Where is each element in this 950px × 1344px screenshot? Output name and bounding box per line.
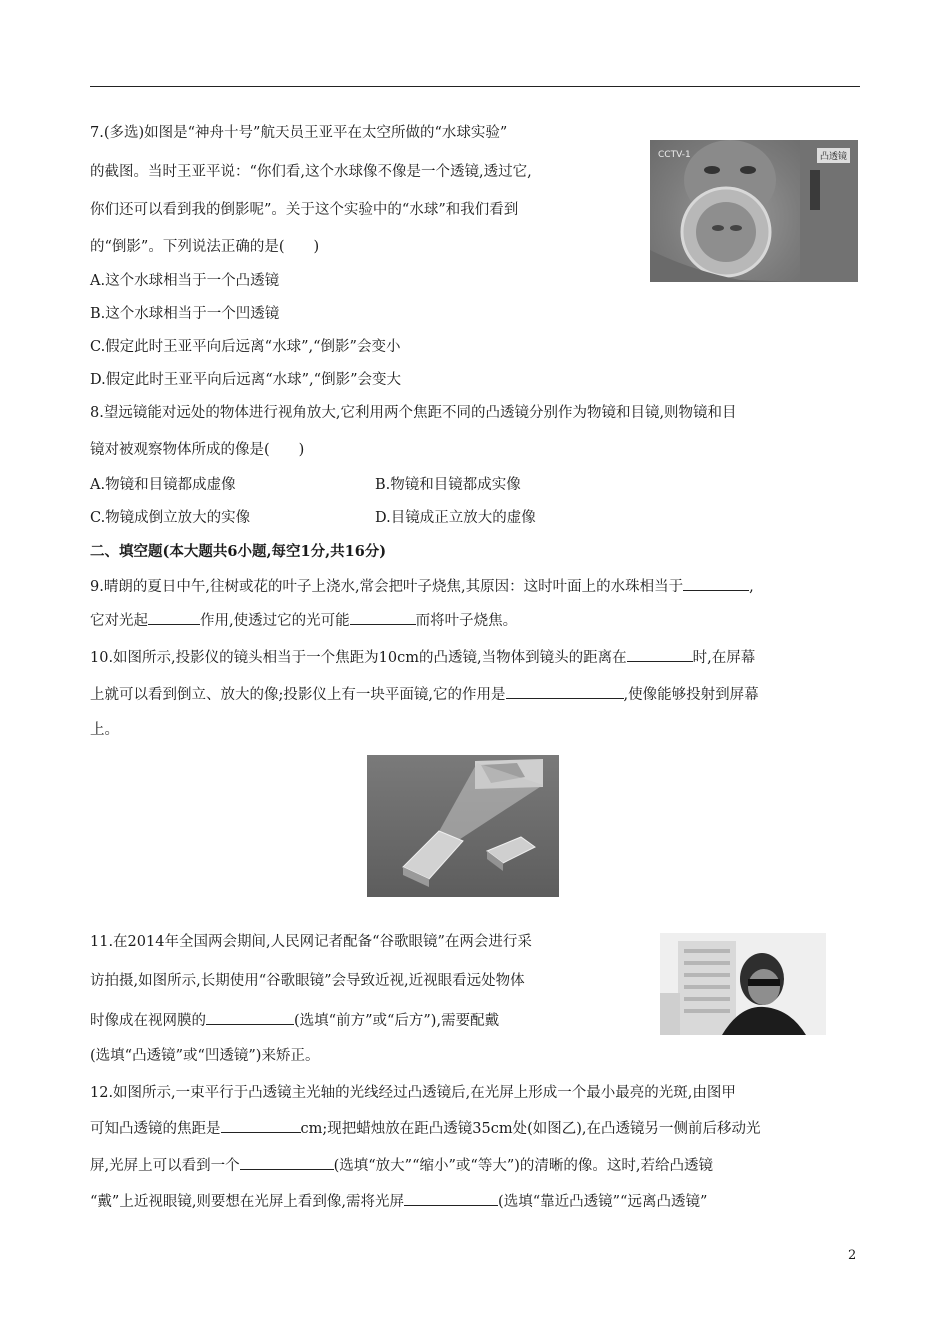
q9-text-4: 作用,使透过它的光可能	[200, 613, 350, 629]
q11-line-4: (选填“凸透镜”或“凹透镜”)来矫正。	[90, 1048, 320, 1064]
q7-line-4: 的“倒影”。下列说法正确的是( )	[90, 239, 320, 255]
q7-line-2: 的截图。当时王亚平说：“你们看,这个水球像不像是一个透镜,透过它,	[90, 164, 532, 180]
q8-option-c: C.物镜成倒立放大的实像	[90, 510, 251, 526]
convex-lens-badge: 凸透镜	[817, 148, 850, 163]
q12-line-4	[90, 1190, 707, 1212]
q11-line-3	[90, 1009, 499, 1031]
q11-blank-1[interactable]	[206, 1009, 294, 1025]
q10-blank-1[interactable]	[627, 646, 693, 662]
q12-text-3: 屏,光屏上可以看到一个	[90, 1158, 240, 1174]
q10-blank-2[interactable]	[506, 683, 624, 699]
q12-line-1: 12.如图所示,一束平行于凸透镜主光轴的光线经过凸透镜后,在光屏上形成一个最小最亮的光斑,由图甲	[90, 1085, 736, 1101]
q12-text-2: cm;现把蜡烛放在距凸透镜35cm处(如图乙),在凸透镜另一侧前后移动光	[300, 1121, 761, 1137]
q10-line-2	[90, 683, 759, 705]
q12-blank-1[interactable]	[221, 1117, 301, 1133]
q7-option-b: B.这个水球相当于一个凹透镜	[90, 306, 280, 322]
q11-text-1: 时像成在视网膜的	[90, 1013, 206, 1029]
q10-text-4: ,使像能够投射到屏幕	[623, 687, 759, 703]
q7-line-3: 你们还可以看到我的倒影呢”。关于这个实验中的“水球”和我们看到	[90, 202, 519, 218]
q12-text-6: (选填“靠近凸透镜”“远离凸透镜”	[498, 1194, 708, 1210]
projector-photo	[367, 755, 559, 897]
cctv-logo: CCTV-1	[658, 150, 691, 160]
q10-line-3: 上。	[90, 722, 119, 738]
q9-blank-3[interactable]	[350, 609, 416, 625]
q12-text-4: (选填“放大”“缩小”或“等大”)的清晰的像。这时,若给凸透镜	[333, 1158, 714, 1174]
q8-line-1: 8.望远镜能对远处的物体进行视角放大,它利用两个焦距不同的凸透镜分别作为物镜和目镜,则物镜和目	[90, 405, 737, 421]
header-rule	[90, 86, 860, 87]
q12-line-2	[90, 1117, 761, 1139]
page-number: 2	[848, 1248, 857, 1263]
q10-text-2: 时,在屏幕	[692, 650, 756, 666]
q9-blank-1[interactable]	[683, 575, 749, 591]
q9-text-1: 9.晴朗的夏日中午,往树或花的叶子上浇水,常会把叶子烧焦,其原因：这时叶面上的水珠相当于	[90, 579, 684, 595]
q9-text-5: 而将叶子烧焦。	[415, 613, 518, 629]
section-heading: 二、填空题(本大题共6小题,每空1分,共16分)	[90, 543, 387, 560]
q7-line-1: 7.(多选)如图是“神舟十号”航天员王亚平在太空所做的“水球实验”	[90, 125, 508, 141]
q12-text-5: “戴”上近视眼镜,则要想在光屏上看到像,需将光屏	[90, 1194, 405, 1210]
q9-line-1	[90, 575, 754, 597]
q9-line-2	[90, 609, 517, 631]
q12-line-3	[90, 1154, 713, 1176]
q7-option-c: C.假定此时王亚平向后远离“水球”,“倒影”会变小	[90, 339, 401, 355]
q8-option-a: A.物镜和目镜都成虚像	[90, 477, 236, 493]
q11-line-1: 11.在2014年全国两会期间,人民网记者配备“谷歌眼镜”在两会进行采	[90, 934, 532, 950]
q8-line-2: 镜对被观察物体所成的像是( )	[90, 442, 305, 458]
q7-option-d: D.假定此时王亚平向后远离“水球”,“倒影”会变大	[90, 372, 401, 388]
q9-blank-2[interactable]	[148, 609, 200, 625]
q10-text-3: 上就可以看到倒立、放大的像;投影仪上有一块平面镜,它的作用是	[90, 687, 506, 703]
q9-text-3: 它对光起	[90, 613, 148, 629]
q10-text-1: 10.如图所示,投影仪的镜头相当于一个焦距为10cm的凸透镜,当物体到镜头的距离在	[90, 650, 627, 666]
q11-text-2: (选填“前方”或“后方”),需要配戴	[294, 1013, 500, 1029]
q10-line-1	[90, 646, 755, 668]
google-glass-photo	[660, 933, 826, 1035]
q7-option-a: A.这个水球相当于一个凸透镜	[90, 273, 280, 289]
q9-text-2: ,	[749, 579, 754, 595]
q11-line-2: 访拍摄,如图所示,长期使用“谷歌眼镜”会导致近视,近视眼看远处物体	[90, 973, 525, 989]
q12-blank-2[interactable]	[240, 1154, 334, 1170]
water-ball-photo	[650, 140, 858, 282]
q8-option-b: B.物镜和目镜都成实像	[375, 477, 521, 493]
q8-option-d: D.目镜成正立放大的虚像	[375, 510, 536, 526]
q12-blank-3[interactable]	[404, 1190, 498, 1206]
q12-text-1: 可知凸透镜的焦距是	[90, 1121, 221, 1137]
